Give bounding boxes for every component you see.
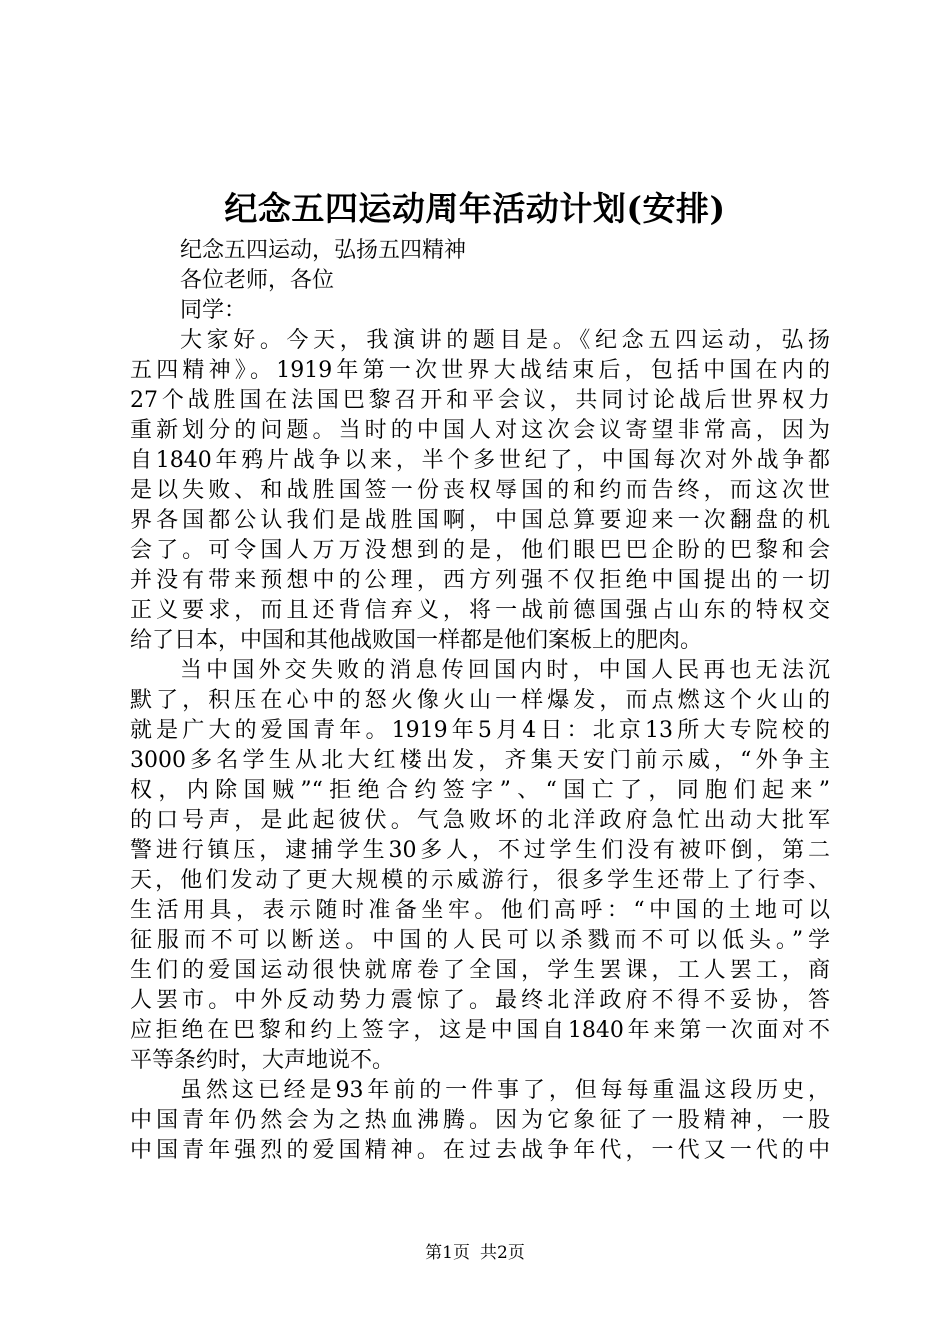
text-line: 的口号声，是此起彼伏。气急败坏的北洋政府急忙出动大批军: [130, 808, 830, 833]
text-line: 重新划分的问题。当时的中国人对这次会议寄望非常高，因为: [130, 418, 830, 443]
text-line: 并没有带来预想中的公理，西方列强不仅拒绝中国提出的一切: [130, 568, 830, 593]
text-line: 自1840年鸦片战争以来，半个多世纪了，中国每次对外战争都: [130, 448, 830, 473]
text-line: 当中国外交失败的消息传回国内时，中国人民再也无法沉: [180, 658, 830, 683]
page-number: 第1页: [425, 1243, 470, 1263]
text-line: 权，内除国贼”“拒绝合约签字”、“国亡了，同胞们起来”: [130, 778, 830, 803]
text-line: 平等条约时，大声地说不。: [130, 1048, 395, 1073]
text-line: 应拒绝在巴黎和约上签字，这是中国自1840年来第一次面对不: [130, 1018, 830, 1043]
text-line: 会了。可令国人万万没想到的是，他们眼巴巴企盼的巴黎和会: [130, 538, 830, 563]
text-line: 同学：: [180, 298, 247, 323]
text-line: 界各国都公认我们是战胜国啊，中国总算要迎来一次翻盘的机: [130, 508, 830, 533]
text-line: 就是广大的爱国青年。1919年5月4日：北京13所大专院校的: [130, 718, 830, 743]
text-line: 生活用具，表示随时准备坐牢。他们高呼：“中国的土地可以: [130, 898, 830, 923]
text-line: 征服而不可以断送。中国的人民可以杀戮而不可以低头。”学: [130, 928, 830, 953]
text-line: 给了日本，中国和其他战败国一样都是他们案板上的肥肉。: [130, 628, 703, 653]
text-line: 生们的爱国运动很快就席卷了全国，学生罢课，工人罢工，商: [130, 958, 830, 983]
text-line: 3000多名学生从北大红楼出发，齐集天安门前示威，“外争主: [130, 748, 830, 773]
text-line: 27个战胜国在法国巴黎召开和平会议，共同讨论战后世界权力: [130, 388, 830, 413]
text-line: 是以失败、和战胜国签一份丧权辱国的和约而告终，而这次世: [130, 478, 830, 503]
text-line: 虽然这已经是93年前的一件事了，但每每重温这段历史，: [180, 1078, 830, 1103]
text-line: 正义要求，而且还背信弃义，将一战前德国强占山东的特权交: [130, 598, 830, 623]
text-line: 各位老师，各位: [180, 268, 335, 293]
document-body: [130, 236, 830, 1166]
page-footer: [0, 1241, 950, 1265]
text-line: 天，他们发动了更大规模的示威游行，很多学生还带上了行李、: [130, 868, 830, 893]
text-line: 大家好。今天，我演讲的题目是。《纪念五四运动，弘扬: [180, 328, 830, 353]
text-line: 默了，积压在心中的怒火像火山一样爆发，而点燃这个火山的: [130, 688, 830, 713]
text-line: 五四精神》。1919年第一次世界大战结束后，包括中国在内的: [130, 358, 830, 383]
page-total: 共2页: [480, 1243, 525, 1263]
document-title: 纪念五四运动周年活动计划(安排): [224, 189, 726, 228]
text-line: 人罢市。中外反动势力震惊了。最终北洋政府不得不妥协，答: [130, 988, 830, 1013]
text-line: 纪念五四运动，弘扬五四精神: [180, 238, 467, 263]
text-line: 中国青年仍然会为之热血沸腾。因为它象征了一股精神，一股: [130, 1108, 830, 1133]
text-line: 中国青年强烈的爱国精神。在过去战争年代，一代又一代的中: [130, 1138, 830, 1163]
text-line: 警进行镇压，逮捕学生30多人，不过学生们没有被吓倒，第二: [130, 838, 830, 863]
